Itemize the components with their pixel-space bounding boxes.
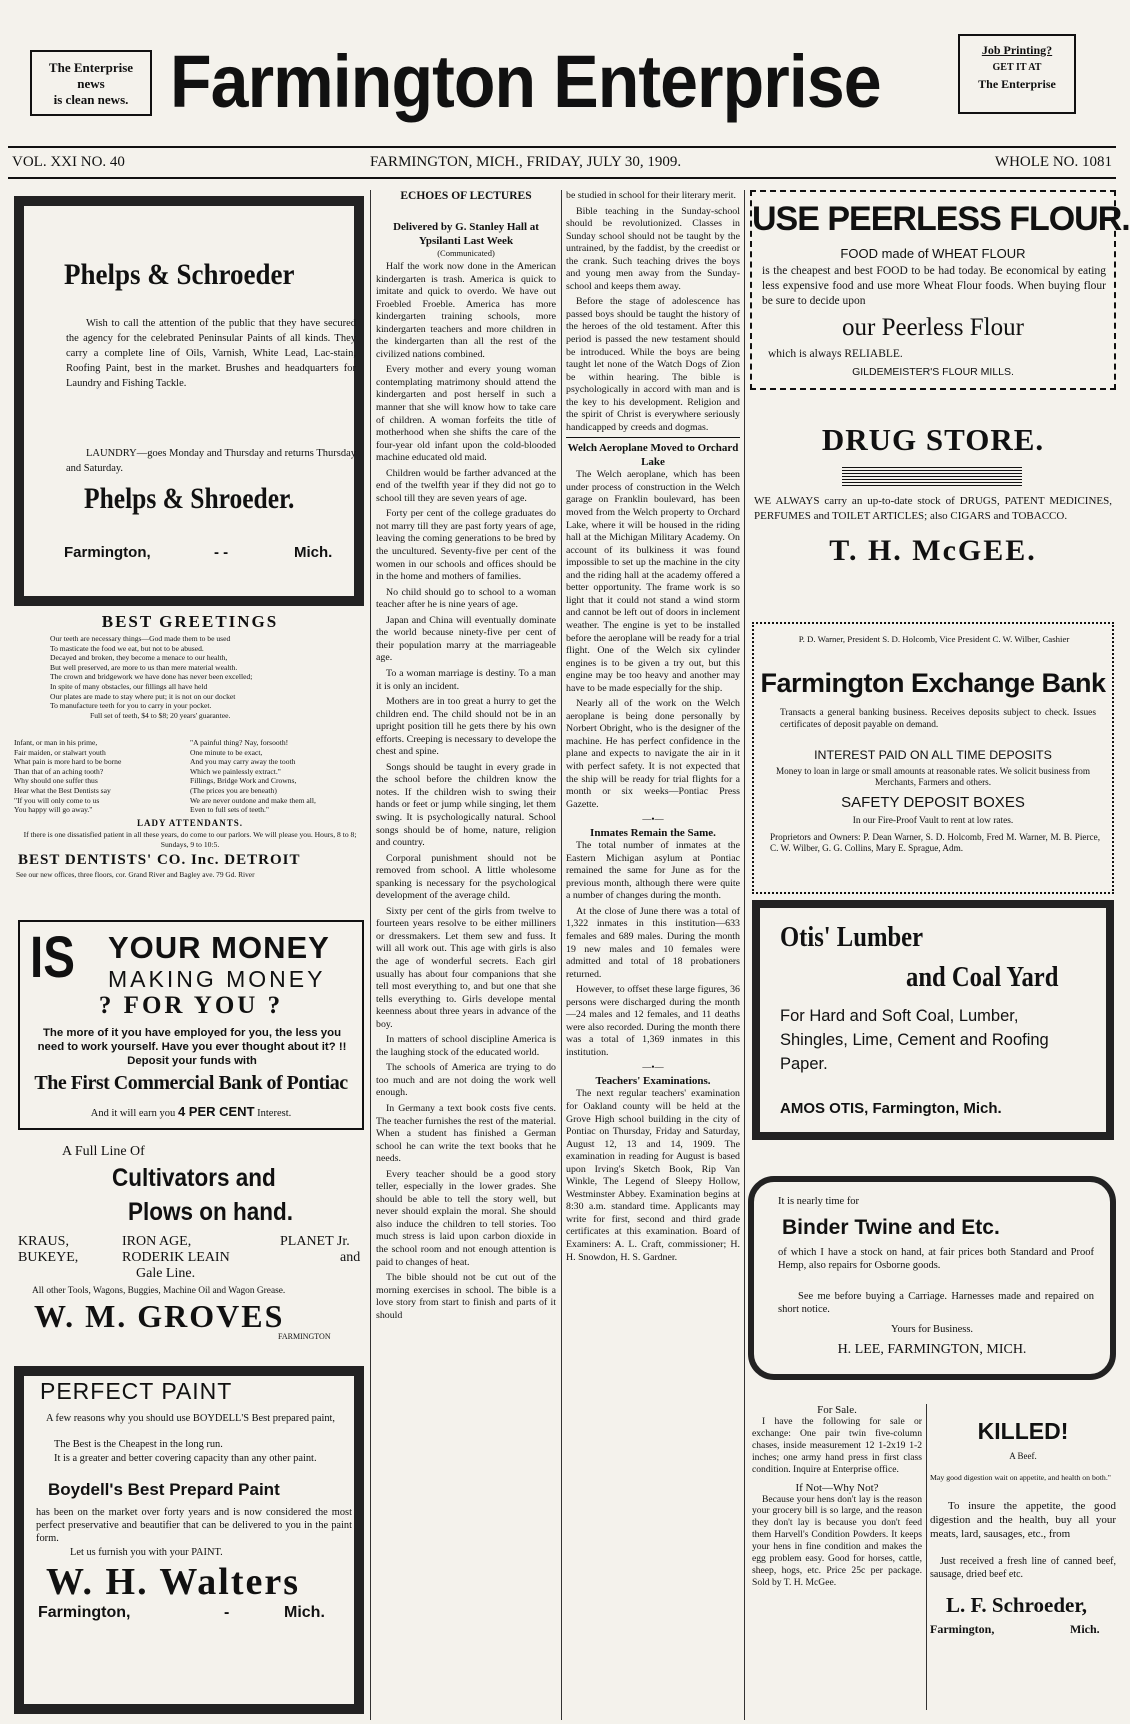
verse-line: "If you will only come to us <box>14 795 100 805</box>
pontiac-body: The more of it you have employed for you, the less you need to work yourself. Have you ever thought about it? !! Deposit your funds with <box>37 1027 347 1067</box>
phelps-body: Wish to call the attention of the public that they have secured the agency for the celebrated Peninsular Paints of all kinds. They carry a complete line of Oils, Varnish, White Lead, Lac-stain, Roofing Paint, best in the market. Brushes and headquarters for Laundry and Fishing Tackle. <box>66 318 356 389</box>
welch-body <box>566 469 740 811</box>
for-you: ? FOR YOU ? <box>98 992 284 1019</box>
paragraph: Before the stage of adolescence has passed boys should be taught the history of the heroes of the old testament. After this period is passed the new testament should be introduced. While the boys are being taught let none of the Watch Dogs of Zion be within hearing. The bible is psychologically in accord with man and is the key to his development. Religion and the spirit of Christ is everywhere seriously handicapped by creeds and dogmas. <box>566 296 740 433</box>
drug-title: DRUG STORE. <box>821 422 1045 457</box>
for-sale-body: I have the following for sale or exchange: One pair twin five-column chases, inside measurement 12 1-2x19 1-2 inches; one army hand press in first class condition. Inquire at Enterprise office. <box>752 1416 922 1475</box>
paint-reason-1: The Best is the Cheapest in the long run. <box>54 1439 223 1450</box>
verse-line: Full set of teeth, $4 to $8; 20 years' guarantee. <box>90 710 231 720</box>
masthead-rule-top <box>8 146 1116 148</box>
verse-line: Even to full sets of teeth." <box>190 805 270 815</box>
phelps-signature: Phelps & Shroeder. <box>84 482 295 515</box>
dentists-ad <box>14 612 366 904</box>
verse-line: Decayed and broken, they become a menace to our health, <box>50 653 228 663</box>
right-ear-box <box>958 34 1076 114</box>
paragraph: Mothers are in too great a hurry to get the children end. The child should not be in an upright position till he gets there by his own efforts. Creeping is necessary to develope the chest and spine. <box>376 696 556 758</box>
rate-value: 4 PER CENT <box>177 1104 255 1119</box>
phelps-town: Farmington, <box>64 544 151 561</box>
paint-state: Mich. <box>284 1604 325 1621</box>
otis-lumber-ad <box>752 900 1114 1140</box>
verse-line: What pain is more hard to be borne <box>14 757 122 767</box>
echoes-title: ECHOES OF LECTURES <box>400 190 532 202</box>
flour-subtitle: FOOD made of WHEAT FLOUR <box>840 246 1026 261</box>
masthead <box>170 32 940 132</box>
killed-note: May good digestion wait on appetite, and health on both." <box>930 1473 1111 1482</box>
is-word: IS <box>30 925 75 990</box>
verse-line: Fair maiden, or stalwart youth <box>14 747 106 757</box>
verse-line: And you may carry away the tooth <box>190 757 296 767</box>
brand: IRON AGE, <box>122 1234 192 1249</box>
verse-line: Our plates are made to stay where put; it is not on our docket <box>50 691 236 701</box>
paragraph: Corporal punishment should not be removed from school. A little wholesome spanking is necessary for the psychological development of the average child. <box>376 852 556 902</box>
binder-yours: Yours for Business. <box>890 1324 974 1335</box>
verse-line: Infant, or man in his prime, <box>14 738 98 747</box>
paragraph: The bible should not be cut out of the morning exercises in school. The bible is a love story from start to finish and parts of it should <box>376 1272 556 1321</box>
brand: and <box>340 1250 361 1265</box>
echoes-article <box>376 190 556 1710</box>
pontiac-bank-ad <box>18 920 364 1130</box>
paragraph: Nearly all of the work on the Welch aeroplane is being done personally by Norbert Obright, who is the designer of the machine. He has perfect confidence in the plane and expects to navigate the air in it with perfect safety. It is not expected that the ship will be ready for trial flights for a month or six weeks—Pontiac Press Gazette. <box>566 698 740 810</box>
paragraph: The next regular teachers' examination for Oakland county will be held at the Grove High school building in the city of Pontiac on Thursday, Friday and Saturday, August 12, 13 and 14, 1909. The examination in reading for August is based upon Irving's Sketch Book, Rip Van Winkle, The Legend of Sleepy Hollow, Westminster Abbey. Examination begins at 8:30 a.m. standard time. Applicants may write for first, second and third grade certificates at this examination. Board of Examiners: A. L. Craft, commissioner; H. H. Snowdon, H. S. Gardner. <box>566 1088 740 1263</box>
flour-title: USE PEERLESS FLOUR. <box>752 200 1130 238</box>
for-sale-notices <box>752 1404 922 1720</box>
paragraph: Half the work now done in the American kindergarten is trash. America is quick to imitate and quick to overdo. We have out Froebled Froeble. America has more kindergarten training schools, more kindergarten teachers and more children in the kindergarten than all the rest of the civilized nations combined. <box>376 261 556 360</box>
left-ear-line-1: The Enterprise <box>48 60 134 75</box>
teacher-title: Teachers' Examinations. <box>595 1075 711 1088</box>
killed-body: To insure the appetite, the good digestion and the health, buy all your meats, lard, sausages, etc., from <box>930 1499 1116 1540</box>
verse-line: To manufacture teeth for you to carry in your pocket. <box>50 701 212 711</box>
dentists-title: BEST GREETINGS <box>101 612 279 631</box>
divider-ornament: —•— <box>642 814 664 825</box>
inmates-body <box>566 840 740 1059</box>
killed-town: Farmington, <box>930 1621 995 1636</box>
folio-line <box>8 150 1116 174</box>
brand: KRAUS, <box>18 1234 69 1249</box>
verse-line: The crown and bridgework we have done has never been excelled; <box>50 672 253 682</box>
inmates-title: Inmates Remain the Same. <box>590 827 716 840</box>
paragraph: Every teacher should be a good story teller, especially in the lower grades. She should be able to tell the story well, but never should explain the moral. She should also induce the children to tell stories. Too much stress is laid upon carbon dioxide in the school room and not enough attention is paid to changes of heat. <box>376 1168 556 1268</box>
pontiac-rate-line <box>20 1104 362 1119</box>
right-ear-line-3: The Enterprise <box>978 77 1056 91</box>
killed-body-2: Just received a fresh line of canned beef, sausage, dried beef etc. <box>930 1555 1116 1580</box>
binder-body-2: See me before buying a Carriage. Harnesses made and repaired on short notice. <box>778 1291 1094 1315</box>
dentists-right-verse <box>190 738 366 815</box>
column-rule <box>926 1404 927 1710</box>
paragraph: To a woman marriage is destiny. To a man it is only an incident. <box>376 667 556 692</box>
column-rule <box>744 190 745 1720</box>
verse-line: But well preserved, are more to us than mere material wealth. <box>50 662 238 672</box>
echoes-communicated: (Communicated) <box>437 248 495 258</box>
bank-interest: INTEREST PAID ON ALL TIME DEPOSITS <box>814 748 1052 762</box>
left-ear-line-2: news <box>77 76 105 91</box>
peerless-flour-ad <box>750 190 1130 390</box>
verse-line: Our teeth are necessary things—God made them to be used <box>50 634 231 643</box>
brand: BUKEYE, <box>18 1250 79 1265</box>
brand: PLANET Jr. <box>280 1234 350 1249</box>
otis-body: For Hard and Soft Coal, Lumber, Shingles, Lime, Cement and Roofing Paper. <box>780 1007 1049 1073</box>
dateline: FARMINGTON, MICH., FRIDAY, JULY 30, 1909. <box>370 154 682 170</box>
right-ear-line-2: GET IT AT <box>992 62 1042 73</box>
flour-mills: GILDEMEISTER'S FLOUR MILLS. <box>852 366 1014 378</box>
killed-firm: L. F. Schroeder, <box>946 1592 1087 1617</box>
paragraph: In matters of school discipline America is the laughing stock of the educated world. <box>376 1034 556 1058</box>
paragraph: Sixty per cent of the girls from twelve to fourteen years resolve to be either milliners or dressmakers. Let them sew and fuss. It will all work out. This age with girls is also the age of wonderful secrets. Each girl usually has about four companions that she tell most everything to, and but one that she tells everything to. Girls develope mental keenness about three years in advance of the boy. <box>376 905 556 1030</box>
paragraph: be studied in school for their literary merit. <box>566 190 737 201</box>
groves-firm: W. M. GROVES <box>34 1298 285 1334</box>
drug-store-ad <box>754 400 1112 610</box>
dentists-address: See our new offices, three floors, cor. Grand River and Bagley ave. 79 Gd. River <box>16 870 255 879</box>
otis-title-2: and Coal Yard <box>906 962 1059 993</box>
echoes-body <box>376 261 556 1322</box>
phelps-schroeder-ad <box>14 196 364 606</box>
otis-title-1: Otis' Lumber <box>780 922 924 953</box>
groves-other: All other Tools, Wagons, Buggies, Machine Oil and Wagon Grease. <box>32 1286 286 1296</box>
volume-number: VOL. XXI NO. 40 <box>12 154 125 170</box>
binder-title: Binder Twine and Etc. <box>782 1216 1000 1239</box>
verse-line: Why should one suffer thus <box>14 776 98 786</box>
phelps-state: Mich. <box>294 544 333 561</box>
dentists-note: If there is one dissatisfied patient in all these years, do come to our parlors. We will please you. Hours, 8 to 8; Sundays, 9 to 10:5. <box>23 830 357 849</box>
killed-title: KILLED! <box>977 1418 1069 1444</box>
paint-firm: W. H. Walters <box>46 1561 301 1603</box>
paint-dash: - <box>224 1604 230 1621</box>
column-rule <box>370 190 371 1720</box>
making-money: MAKING MONEY <box>108 966 326 992</box>
bank-safety: SAFETY DEPOSIT BOXES <box>841 794 1025 811</box>
flour-name: our Peerless Flour <box>842 314 1024 341</box>
flour-reliable: which is always RELIABLE. <box>768 348 903 360</box>
verse-line: To masticate the food we eat, but not to be abused. <box>50 643 204 653</box>
masthead-rule-bottom <box>8 177 1116 179</box>
paint-town: Farmington, <box>38 1604 131 1621</box>
phelps-laundry: LAUNDRY—goes Monday and Thursday and returns Thursday and Saturday. <box>66 448 356 474</box>
left-ear-line-3: is clean news. <box>53 92 129 107</box>
brand: RODERIK LEAIN <box>122 1250 230 1265</box>
paragraph: The total number of inmates at the Eastern Michigan asylum at Pontiac remained the same for June as for the previous month, although there were quite a number of changes during the month. <box>566 840 740 902</box>
groves-heading-1: Cultivators and <box>112 1164 276 1192</box>
killed-state: Mich. <box>1070 1621 1100 1636</box>
bank-safety-body: In our Fire-Proof Vault to rent at low rates. <box>852 816 1014 826</box>
paint-furnish: Let us furnish you with your PAINT. <box>70 1547 223 1558</box>
verse-line: Which we painlessly extract." <box>190 766 281 776</box>
killed-town-line <box>930 1622 1116 1640</box>
drug-body: WE ALWAYS carry an up-to-date stock of DRUGS, PATENT MEDICINES, PERFUMES and TOILET ARTICLES; also CIGARS and TOBACCO. <box>754 495 1112 522</box>
verse-line: We are never outdone and make them all, <box>190 795 316 805</box>
echoes-subtitle: Delivered by G. Stanley Hall at Ypsilanti Last Week <box>393 221 539 247</box>
flour-body: is the cheapest and best FOOD to be had today. Be economical by eating less expensive food and use more Wheat Flour foods. When buying flour be sure to decide upon <box>762 265 1106 307</box>
if-not-body: Because your hens don't lay is the reason your grocery bill is so large, and the reason they don't lay is because you don't feed them Harvell's Condition Powders. It keeps your hens in fine condition and makes the egg problem easy. Good for horses, cattle, sheep, hogs, etc. Price 25c per package. Sold by T. H. McGee. <box>752 1493 922 1588</box>
column-three <box>566 190 740 1710</box>
paragraph: However, to offset these large figures, 36 persons were discharged during the month—24 males and 12 females, and 11 deaths were also recorded. During the month there was a total of 1,369 inmates in this institution. <box>566 984 740 1058</box>
whole-number: WHOLE NO. 1081 <box>994 154 1112 170</box>
exchange-bank-ad <box>752 622 1114 894</box>
perfect-paint-ad <box>14 1366 364 1714</box>
paragraph: The schools of America are trying to do too much and are not doing the work well enough. <box>376 1062 556 1099</box>
verse-line: (The prices you are beneath) <box>190 785 277 795</box>
paragraph: The Welch aeroplane, which has been under process of construction in the Welch garage on Franklin boulevard, has been moved from the Welch property to Orchard Lake, where it will be housed in the riding hall at the Michigan Military Academy. On account of its bulkiness it was found impossible to set up the machine in the city and the riding hall at the academy offered a better opportunity. The frame work is so light that it could not stand a wind storm and cannot be left out of doors in inclement weather. The engine is yet to be installed before the aeroplane will be ready for a trial flight. One of the Welch six cylinder engines is to be given a try out, but this engine may be too heavy and another may have to be made especially for the ship. <box>566 469 740 694</box>
teacher-body <box>566 1088 740 1264</box>
newspaper-title: Farmington Enterprise <box>170 40 881 123</box>
brand: Gale Line. <box>136 1266 196 1281</box>
binder-intro: It is nearly time for <box>778 1196 860 1207</box>
binder-body: of which I have a stock on hand, at fair prices both Standard and Proof Hemp, also repairs for Osborne goods. <box>778 1247 1094 1271</box>
binder-firm: H. LEE, FARMINGTON, MICH. <box>837 1342 1027 1357</box>
verse-line: In spite of many obstacles, our fillings all have held <box>50 681 208 691</box>
rate-post: Interest. <box>257 1108 292 1119</box>
your-money: YOUR MONEY <box>108 930 330 965</box>
paint-intro: A few reasons why you should use BOYDELL'S Best prepared paint, <box>46 1413 336 1424</box>
paragraph: Children would be farther advanced at the end of the twelfth year if they did not go to school till they are seven years of age. <box>376 467 556 504</box>
otis-firm: AMOS OTIS, Farmington, Mich. <box>780 1100 1002 1117</box>
phelps-title: Phelps & Schroeder <box>64 258 295 291</box>
drug-firm: T. H. McGEE. <box>829 534 1037 567</box>
dentists-verse <box>50 634 366 720</box>
welch-title: Welch Aeroplane Moved to Orchard Lake <box>567 442 739 469</box>
bank-title: Farmington Exchange Bank <box>760 668 1106 698</box>
groves-line: A Full Line Of <box>62 1144 145 1159</box>
paragraph: Every mother and every young woman contemplating matrimony should attend the kindergarten and post herself in such a manner that she will know how to take care of children. A woman forfeits the title of motherhood when she shifts the care of the four-year old infant upon the cold-blooded machine educated old maid. <box>376 364 556 464</box>
paragraph: Songs should be taught in every grade in the school before the children know the notes. If the children wish to swing their hands or feet or jump while singing, let them swing. It is psychologically natural. School songs should be of home, nature, religion and country. <box>376 761 556 849</box>
verse-line: "A painful thing? Nay, forsooth! <box>190 738 289 747</box>
left-ear-box <box>30 50 152 116</box>
verse-line: One minute to be exact, <box>190 747 263 757</box>
paragraph: Bible teaching in the Sunday-school should be revolutionized. Classes in Sunday school should not be taught by the untrained, by the faddist, by the creedist or the crank. Such teaching drives the boys and young men away from the Sunday-school and keeps them away. <box>566 205 740 292</box>
column-rule <box>561 190 562 1720</box>
paint-reason-2: It is a greater and better covering capacity than any other paint. <box>54 1453 317 1464</box>
lady-attendants: LADY ATTENDANTS. <box>136 818 244 828</box>
dentists-left-verse <box>14 738 189 815</box>
groves-ad <box>8 1140 366 1341</box>
verse-line: You happy will go away." <box>14 805 93 815</box>
right-ear-line-1: Job Printing? <box>981 43 1053 57</box>
for-sale-title: For Sale. <box>817 1404 857 1416</box>
phelps-dashes: - - <box>214 544 229 561</box>
paragraph: Japan and China will eventually dominate the world because ninety-five per cent of their population marry at the marriageable age. <box>376 614 556 664</box>
paragraph: At the close of June there was a total of 1,322 inmates in this institution—633 females and 689 males. During the month 19 new males and 10 females were admitted and total of 18 probationers returned. <box>566 905 740 980</box>
groves-town: FARMINGTON <box>278 1332 331 1341</box>
paragraph: No child should go to school to a woman teacher after he is nine years of age. <box>376 586 556 611</box>
dentists-firm: BEST DENTISTS' CO. Inc. DETROIT <box>18 852 301 868</box>
killed-sub: A Beef. <box>1009 1451 1037 1461</box>
verse-line: Than that of an aching tooth? <box>14 766 104 776</box>
pontiac-bank-name: The First Commercial Bank of Pontiac <box>34 1072 348 1094</box>
bank-officers: P. D. Warner, President S. D. Holcomb, Vice President C. W. Wilber, Cashier <box>798 634 1070 644</box>
bank-interest-body: Money to loan in large or small amounts at reasonable rates. We solicit business from Merchants, Farmers and others. <box>775 766 1091 787</box>
if-not-title: If Not—Why Not? <box>795 1481 879 1494</box>
rate-pre: And it will earn you <box>90 1108 176 1119</box>
divider-ornament: —•— <box>642 1062 664 1073</box>
bank-body: Transacts a general banking business. Receives deposits subject to check. Issues certificates of deposit payable on demand. <box>780 708 1096 730</box>
verse-line: Fillings, Bridge Work and Crowns, <box>190 776 297 786</box>
binder-twine-ad <box>748 1176 1116 1380</box>
paragraph: Forty per cent of the college graduates do not marry till they are past forty years of age, leaving the coming generations to be bred by the uncultured. Seventy-five per cent of the women in our schools and offices should be in the home and mothers of families. <box>376 508 556 583</box>
bank-proprietors: Proprietors and Owners: P. Dean Warner, S. D. Holcomb, Fred M. Warner, M. B. Pierce, C. W. Wilber, G. G. Collins, Mary E. Sprague, Adm. <box>770 832 1100 853</box>
verse-line: Hear what the Best Dentists say <box>14 785 111 795</box>
echoes-continued <box>566 190 740 434</box>
paint-heading-2: Boydell's Best Prepard Paint <box>48 1480 280 1499</box>
killed-ad <box>930 1404 1116 1720</box>
groves-heading-2: Plows on hand. <box>128 1198 294 1226</box>
paint-body: has been on the market over forty years and is now considered the most perfect preservative and beautifier that can be delivered to you in the paint form. <box>36 1507 352 1544</box>
paragraph: In Germany a text book costs five cents. The teacher furnishes the rest of the material. When a student has finished a German school he can write the text books that he needs. <box>376 1103 556 1165</box>
paint-title: PERFECT PAINT <box>40 1378 233 1404</box>
drug-rule <box>842 466 1022 486</box>
